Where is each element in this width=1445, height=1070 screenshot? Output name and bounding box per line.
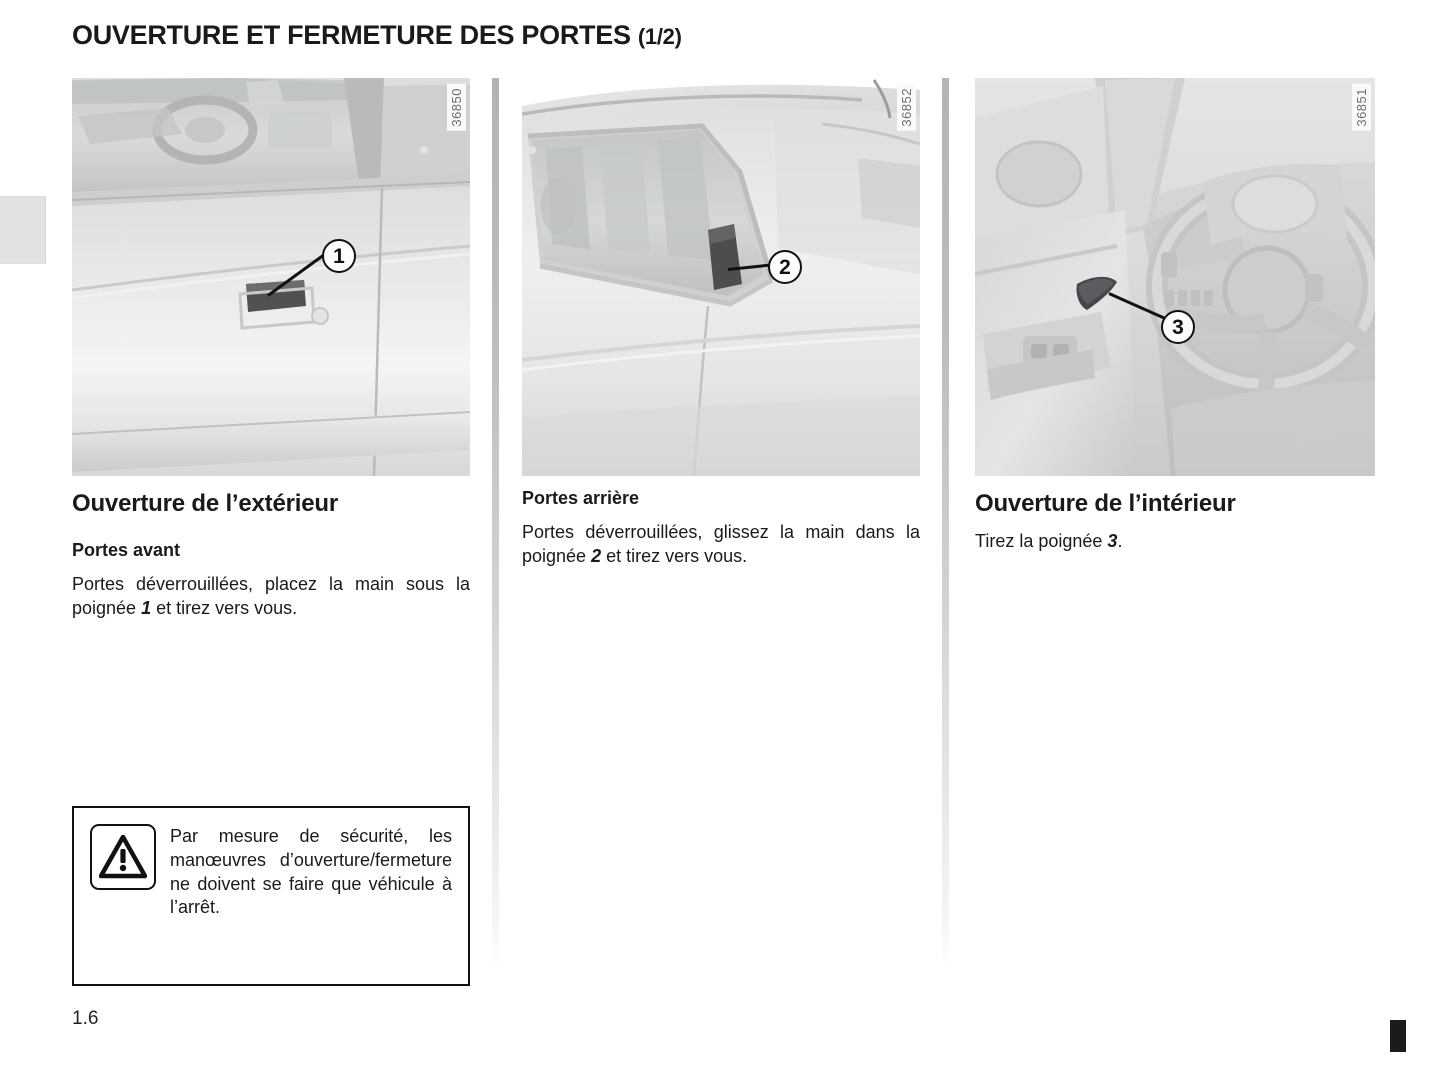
paragraph-text-pre: Portes déverrouillées, placez la main sous la poignée <box>72 574 470 618</box>
paragraph-text-post: et tirez vers vous. <box>601 545 748 566</box>
page-title-main: OUVERTURE ET FERMETURE DES PORTES <box>72 20 631 50</box>
page-number: 1.6 <box>72 1008 99 1029</box>
warning-triangle-icon <box>90 824 156 890</box>
subsection-heading-rear-doors: Portes arrière <box>522 488 640 508</box>
callout-marker-1 <box>322 239 356 273</box>
column-rear-doors <box>522 78 920 569</box>
column-exterior-front <box>72 78 470 621</box>
paragraph-part-reference: 3 <box>1107 531 1118 551</box>
paragraph-front-doors <box>72 573 470 621</box>
photo-reference-number: 36850 <box>447 84 466 131</box>
callout-label: 2 <box>779 255 791 279</box>
callout-label: 1 <box>333 244 345 268</box>
paragraph-text-pre: Tirez la poignée <box>975 531 1108 551</box>
section-heading-interior: Ouverture de l’intérieur <box>975 490 1236 517</box>
warning-message: Par mesure de sécurité, les manœuvres d’ouverture/fermeture ne doivent se faire que véhicule à l’arrêt. <box>170 826 452 918</box>
callout-marker-3 <box>1161 310 1195 344</box>
paragraph-part-reference: 1 <box>141 597 152 618</box>
safety-warning-box <box>72 806 470 986</box>
column-divider-1 <box>492 78 499 968</box>
front-door-illustration <box>72 78 470 476</box>
paragraph-text-pre: Portes déverrouillées, glissez la main dans la poignée <box>522 522 920 566</box>
paragraph-rear-doors <box>522 521 920 569</box>
callout-marker-2 <box>768 250 802 284</box>
photo-reference-number: 36851 <box>1352 84 1371 131</box>
column-divider-2 <box>942 78 949 968</box>
photo-front-door-exterior <box>72 78 470 476</box>
subsection-heading-front-doors: Portes avant <box>72 540 181 560</box>
paragraph-text-post: . <box>1117 531 1123 551</box>
photo-reference-number: 36852 <box>897 84 916 131</box>
warning-triangle-glyph <box>99 835 147 879</box>
paragraph-interior <box>975 530 1375 554</box>
callout-label: 3 <box>1172 315 1184 339</box>
corner-chapter-mark <box>1390 1020 1406 1052</box>
photo-interior-handle <box>975 78 1375 476</box>
rear-door-illustration <box>522 78 920 476</box>
paragraph-part-reference: 2 <box>591 545 602 566</box>
interior-illustration <box>975 78 1375 476</box>
page-title <box>72 20 682 51</box>
section-heading-exterior: Ouverture de l’extérieur <box>72 490 338 517</box>
photo-rear-door-exterior <box>522 78 920 476</box>
paragraph-text-post: et tirez vers vous. <box>151 597 298 618</box>
column-interior <box>975 78 1375 554</box>
page-title-fraction: (1/2) <box>637 24 682 49</box>
chapter-edge-tab <box>0 196 46 264</box>
